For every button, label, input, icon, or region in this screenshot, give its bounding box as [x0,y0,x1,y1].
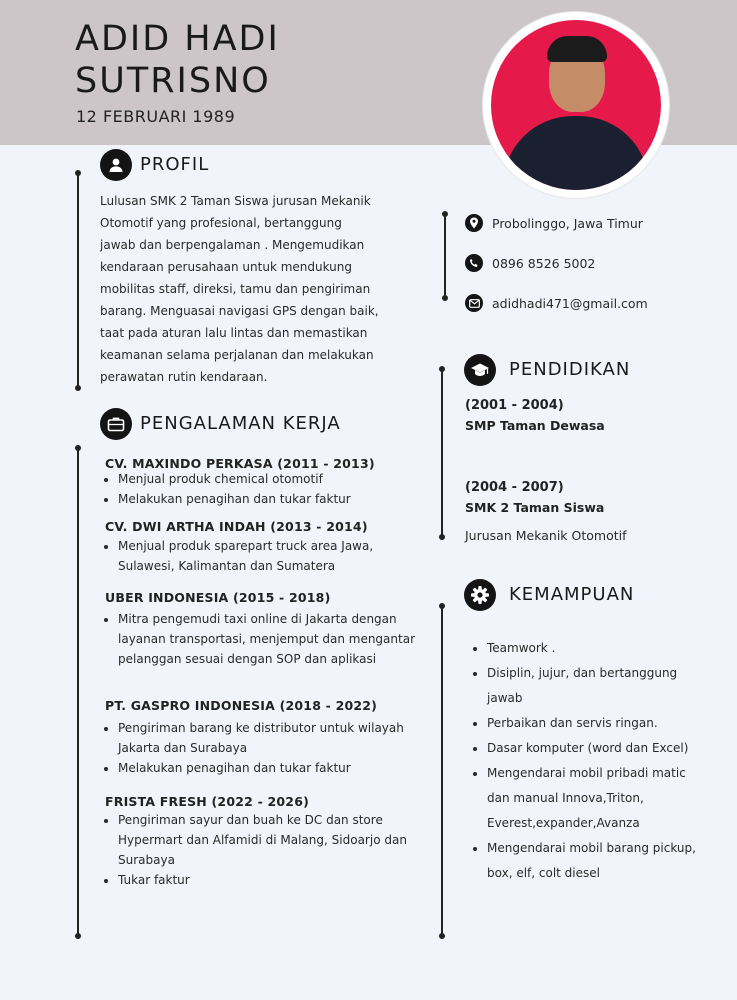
job-duties [104,810,428,890]
phone-text: 0896 8526 5002 [492,255,596,271]
job-duty-item: • Melakukan penagihan dan tukar faktur [118,758,423,778]
skills-timeline-line [441,606,443,936]
skill-item: • Perbaikan dan servis ringan. [487,711,712,736]
profile-line: Otomotif yang profesional, bertanggung [100,216,342,230]
email-text: adidhadi471@gmail.com [492,295,648,311]
skill-item: • Disiplin, jujur, dan bertanggung jawab [487,661,712,711]
education-years: (2004 - 2007) [465,480,564,495]
education-timeline-line [441,369,443,537]
contact-timeline-line [444,214,446,298]
location-pin-icon [465,214,483,232]
profile-line: Lulusan SMK 2 Taman Siswa jurusan Mekanik [100,194,371,208]
profile-line: perawatan rutin kendaraan. [100,370,268,384]
profile-timeline-line [77,173,79,388]
photo-person-body [503,116,649,190]
education-years: (2001 - 2004) [465,398,564,413]
name-line-2: SUTRISNO [75,61,271,101]
profile-line: kendaraan perusahaan untuk mendukung [100,260,353,274]
job-duty-item: • Mitra pengemudi taxi online di Jakarta dengan layanan transportasi, menjemput dan mengantar pelanggan sesuai dengan SOP dan aplikasi [118,609,433,669]
skills-title: KEMAMPUAN [509,584,635,605]
skill-item: • Mengendarai mobil barang pickup, box, elf, colt diesel [487,836,712,886]
profile-line: keamanan selama perjalanan dan melakukan [100,348,374,362]
education-title: PENDIDIKAN [509,359,631,380]
birth-date: 12 FEBRUARI 1989 [76,107,236,126]
job-title: FRISTA FRESH (2022 - 2026) [105,794,310,809]
contact-location [465,214,643,232]
profile-text [100,190,430,388]
job-title: CV. DWI ARTHA INDAH (2013 - 2014) [105,519,368,534]
job-duties [104,536,428,576]
job-duty-item: • Pengiriman barang ke distributor untuk wilayah Jakarta dan Surabaya [118,718,423,758]
skill-item: • Teamwork . [487,636,712,661]
job-duty-item: • Melakukan penagihan dan tukar faktur [118,489,438,509]
job-duties [104,609,433,669]
job-duty-item: • Menjual produk sparepart truck area Jawa, Sulawesi, Kalimantan dan Sumatera [118,536,428,576]
name-line-1: ADID HADI [75,19,280,59]
education-school: SMP Taman Dewasa [465,418,605,433]
full-name [75,18,280,102]
photo-person-hair [547,36,607,62]
profile-photo [483,12,669,198]
briefcase-icon [100,408,132,440]
job-title: CV. MAXINDO PERKASA (2011 - 2013) [105,456,375,471]
job-duty-item: • Pengiriman sayur dan buah ke DC dan store Hypermart dan Alfamidi di Malang, Sidoarjo dan Surabaya [118,810,428,870]
profile-line: mobilitas staff, direksi, tamu dan pengiriman [100,282,371,296]
skill-item: • Dasar komputer (word dan Excel) [487,736,712,761]
education-major: Jurusan Mekanik Otomotif [465,528,627,543]
job-title: PT. GASPRO INDONESIA (2018 - 2022) [105,698,378,713]
user-icon [100,149,132,181]
gear-icon [464,579,496,611]
profile-title: PROFIL [140,154,210,175]
job-duty-item: • Menjual produk chemical otomotif [118,469,438,489]
job-duties [104,469,438,509]
education-school: SMK 2 Taman Siswa [465,500,605,515]
job-title: UBER INDONESIA (2015 - 2018) [105,590,331,605]
contact-email [465,294,648,312]
envelope-icon [465,294,483,312]
experience-timeline-line [77,448,79,936]
experience-title: PENGALAMAN KERJA [140,413,341,434]
profile-line: jawab dan berpengalaman . Mengemudikan [100,238,365,252]
graduation-cap-icon [464,354,496,386]
photo-background [491,20,661,190]
contact-phone [465,254,595,272]
job-duty-item: • Tukar faktur [118,870,428,890]
skills-list [472,636,712,886]
profile-line: taat pada aturan lalu lintas dan memastikan [100,326,368,340]
location-text: Probolinggo, Jawa Timur [492,215,643,231]
skill-item: • Mengendarai mobil pribadi matic dan manual Innova,Triton, Everest,expander,Avanza [487,761,712,836]
phone-icon [465,254,483,272]
profile-line: barang. Menguasai navigasi GPS dengan baik, [100,304,379,318]
job-duties [104,718,423,778]
